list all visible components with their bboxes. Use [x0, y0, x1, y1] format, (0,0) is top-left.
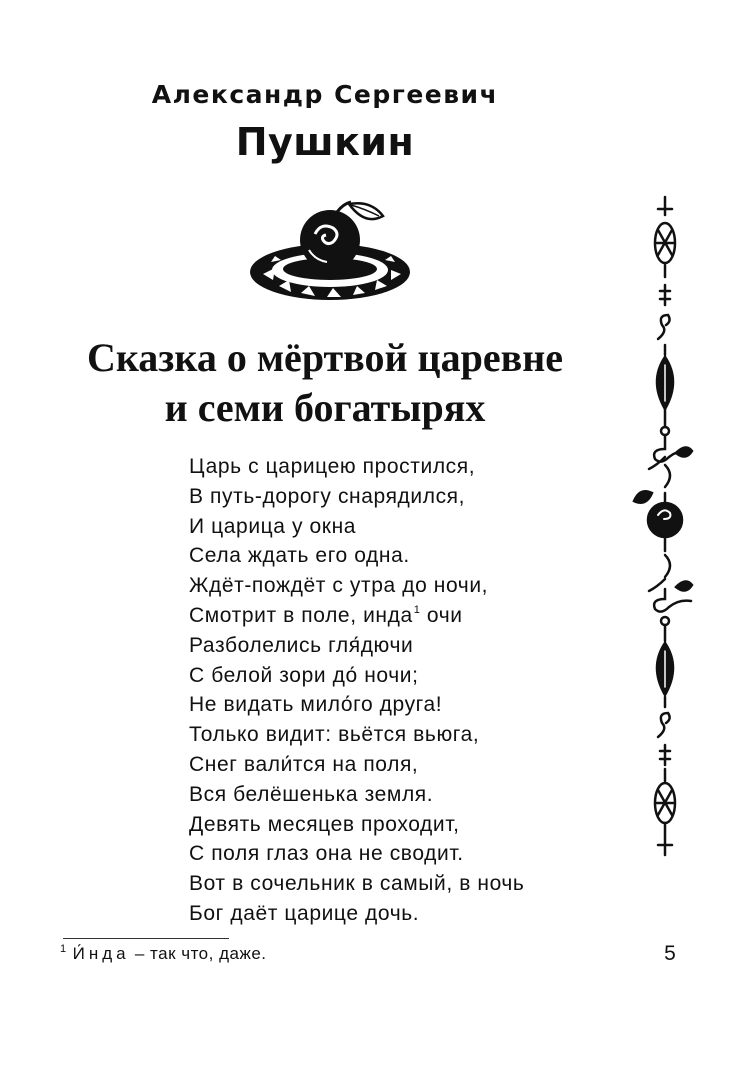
poem-line: Царь с царицею простился, [189, 455, 476, 478]
poem-line: Только видит: вьётся вьюга, [189, 723, 480, 747]
title-line-1: Сказка о мёртвой царевне [86, 335, 564, 380]
footnote [60, 944, 480, 964]
footnote-number: 1 [60, 943, 67, 955]
poem-line-tail: очи [426, 603, 463, 627]
poem-line: С белой зори до́ ночи; [189, 663, 419, 687]
poem-line: Не видать мило́го друга! [189, 693, 443, 717]
author-first-name: Александр Сергеевич [151, 80, 499, 109]
poem-line-head: Смотрит в поле, инда [189, 603, 413, 627]
poem-line: Девять месяцев проходит, [189, 812, 460, 836]
poem-line: Разболелись гля́дючи [189, 633, 414, 657]
poem-line-with-footnote [189, 601, 589, 631]
footnote-term: И́нда [72, 944, 130, 963]
footnote-definition: – так что, даже. [134, 944, 267, 963]
poem-line: В путь-дорогу снарядился, [189, 484, 466, 508]
footnote-marker[interactable]: 1 [413, 603, 421, 616]
vertical-folk-ornament-icon [630, 195, 700, 860]
poem-line: И царица у окна [189, 514, 357, 538]
poem-line: Снег вали́тся на поля, [189, 752, 419, 776]
poem-line: Села ждать его одна. [189, 544, 410, 568]
author-last-name: Пушкин [235, 120, 415, 164]
poem-text [189, 452, 589, 929]
poem-line: Ждёт-пождёт с утра до ночи, [189, 574, 489, 598]
story-title [0, 333, 650, 433]
apple-on-plate-icon [245, 200, 415, 310]
poem-line: Вот в сочельник в самый, в ночь [189, 872, 525, 896]
title-line-2: и семи богатырях [164, 385, 486, 430]
poem-line: Бог даёт царице дочь. [189, 901, 420, 925]
footnote-divider [63, 938, 229, 939]
page-number: 5 [664, 942, 676, 965]
poem-line: Вся белёшенька земля. [189, 782, 434, 806]
poem-line: С поля глаз она не сводит. [189, 842, 464, 866]
